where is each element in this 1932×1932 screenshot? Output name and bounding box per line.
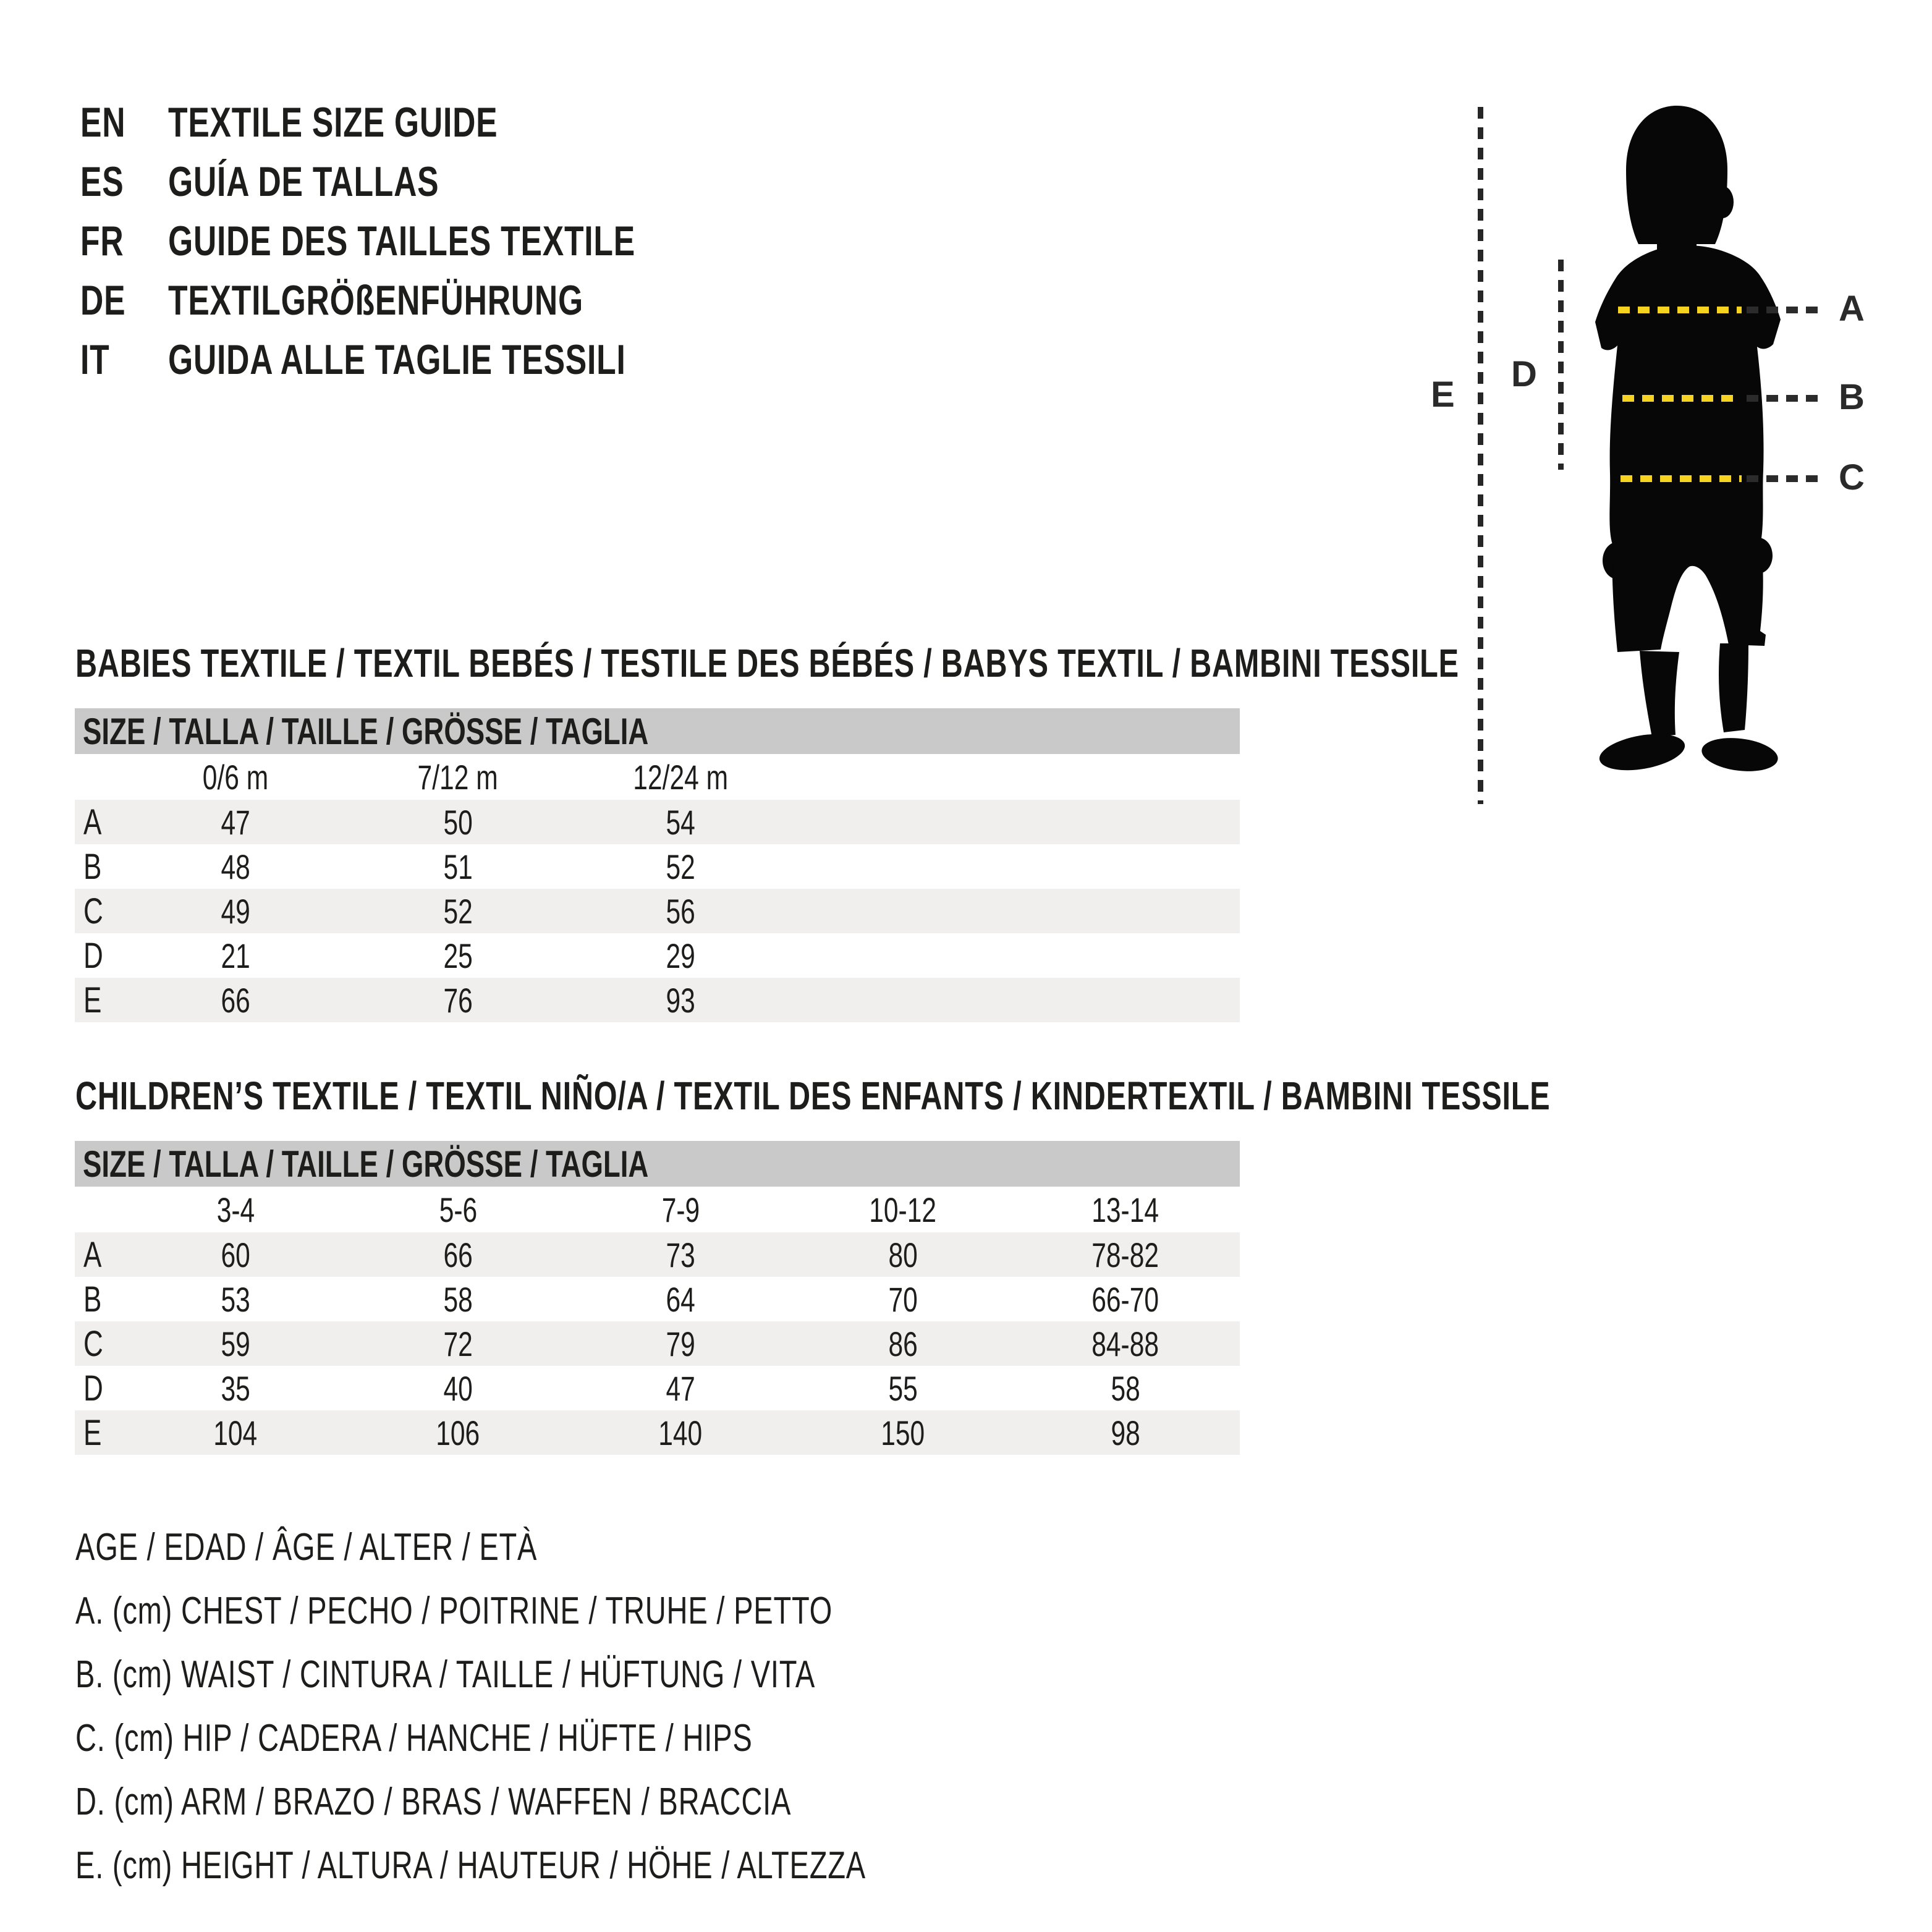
cell: 56 bbox=[666, 891, 695, 931]
row-label: D bbox=[83, 1368, 103, 1409]
language-code: ES bbox=[80, 158, 124, 205]
table-row-babies-D bbox=[75, 933, 1240, 978]
cell: 49 bbox=[221, 891, 250, 931]
cell: 48 bbox=[221, 847, 250, 886]
row-label: E bbox=[83, 980, 102, 1020]
children-col-7-9: 7-9 bbox=[661, 1190, 700, 1229]
row-label: A bbox=[83, 802, 102, 842]
height-measure-line-E bbox=[1478, 107, 1483, 804]
language-row-en bbox=[80, 93, 783, 152]
children-col-10-12: 10-12 bbox=[869, 1190, 937, 1229]
hip-line-dark bbox=[1747, 475, 1822, 482]
table-row-children-A bbox=[75, 1232, 1240, 1277]
cell: 59 bbox=[221, 1324, 250, 1363]
cell: 86 bbox=[888, 1324, 918, 1363]
babies-col-7-12m: 7/12 m bbox=[417, 757, 499, 797]
table-row-children-B bbox=[75, 1277, 1240, 1321]
cell: 70 bbox=[888, 1279, 918, 1319]
figure-label-d: D bbox=[1511, 354, 1537, 394]
language-code: EN bbox=[80, 99, 126, 146]
cell: 40 bbox=[443, 1368, 473, 1408]
row-label: E bbox=[83, 1412, 102, 1453]
table-row-babies-B bbox=[75, 844, 1240, 889]
cell: 21 bbox=[221, 936, 250, 975]
language-title-list bbox=[80, 93, 783, 389]
table-row-babies-C bbox=[75, 889, 1240, 933]
cell: 76 bbox=[443, 980, 473, 1020]
measurement-figure bbox=[1409, 87, 1932, 828]
cell: 47 bbox=[221, 802, 250, 842]
cell: 54 bbox=[666, 802, 695, 842]
cell: 93 bbox=[666, 980, 695, 1020]
cell: 51 bbox=[443, 847, 473, 886]
row-label: B bbox=[83, 846, 102, 887]
cell: 84-88 bbox=[1091, 1324, 1159, 1363]
children-column-header-row bbox=[75, 1187, 1240, 1232]
cell: 35 bbox=[221, 1368, 250, 1408]
babies-col-0-6m: 0/6 m bbox=[202, 757, 269, 797]
babies-section-title: BABIES TEXTILE / TEXTIL BEBÉS / TESTILE DES BÉBÉS / BABYS TEXTIL / BAMBINI TESSILE bbox=[75, 641, 1459, 685]
babies-size-table bbox=[75, 708, 1240, 1022]
row-label: A bbox=[83, 1234, 102, 1275]
babies-column-header-row bbox=[75, 754, 1240, 800]
language-row-fr bbox=[80, 211, 783, 271]
cell: 55 bbox=[888, 1368, 918, 1408]
table-row-children-C bbox=[75, 1321, 1240, 1366]
legend-height: E. (cm) HEIGHT / ALTURA / HAUTEUR / HÖHE / ALTEZZA bbox=[75, 1844, 866, 1887]
cell: 79 bbox=[666, 1324, 695, 1363]
cell: 50 bbox=[443, 802, 473, 842]
cell: 80 bbox=[888, 1235, 918, 1274]
cell: 52 bbox=[666, 847, 695, 886]
guide-title-it: GUIDA ALLE TAGLIE TESSILI bbox=[168, 336, 626, 383]
waist-line-yellow bbox=[1622, 395, 1737, 402]
cell: 47 bbox=[666, 1368, 695, 1408]
arm-measure-line-D bbox=[1558, 260, 1564, 470]
waist-line-dark bbox=[1747, 395, 1822, 402]
guide-title-fr: GUIDE DES TAILLES TEXTILE bbox=[168, 218, 635, 265]
babies-col-12-24m: 12/24 m bbox=[633, 757, 728, 797]
legend-arm: D. (cm) ARM / BRAZO / BRAS / WAFFEN / BRACCIA bbox=[75, 1781, 792, 1823]
language-row-it bbox=[80, 330, 783, 389]
table-row-children-E bbox=[75, 1410, 1240, 1455]
cell: 64 bbox=[666, 1279, 695, 1319]
cell: 66-70 bbox=[1091, 1279, 1159, 1319]
legend-hip: C. (cm) HIP / CADERA / HANCHE / HÜFTE / HIPS bbox=[75, 1717, 753, 1760]
language-code: DE bbox=[80, 277, 126, 324]
children-section-title: CHILDREN’S TEXTILE / TEXTIL NIÑO/A / TEXTIL DES ENFANTS / KINDERTEXTIL / BAMBINI TESSILE bbox=[75, 1074, 1551, 1118]
cell: 29 bbox=[666, 936, 695, 975]
cell: 52 bbox=[443, 891, 473, 931]
language-row-es bbox=[80, 152, 783, 211]
cell: 106 bbox=[436, 1413, 480, 1452]
cell: 53 bbox=[221, 1279, 250, 1319]
cell: 73 bbox=[666, 1235, 695, 1274]
legend-age: AGE / EDAD / ÂGE / ALTER / ETÀ bbox=[75, 1526, 538, 1569]
legend-chest: A. (cm) CHEST / PECHO / POITRINE / TRUHE / PETTO bbox=[75, 1590, 833, 1632]
children-col-3-4: 3-4 bbox=[216, 1190, 255, 1229]
children-col-5-6: 5-6 bbox=[439, 1190, 477, 1229]
cell: 25 bbox=[443, 936, 473, 975]
measurement-legend bbox=[75, 1515, 1116, 1897]
cell: 150 bbox=[881, 1413, 925, 1452]
cell: 66 bbox=[443, 1235, 473, 1274]
language-code: IT bbox=[80, 336, 110, 383]
guide-title-en: TEXTILE SIZE GUIDE bbox=[168, 99, 498, 146]
figure-label-e: E bbox=[1431, 375, 1455, 415]
figure-label-c: C bbox=[1839, 457, 1865, 498]
cell: 140 bbox=[658, 1413, 703, 1452]
cell: 78-82 bbox=[1091, 1235, 1159, 1274]
cell: 60 bbox=[221, 1235, 250, 1274]
cell: 98 bbox=[1111, 1413, 1140, 1452]
cell: 58 bbox=[1111, 1368, 1140, 1408]
cell: 72 bbox=[443, 1324, 473, 1363]
language-code: FR bbox=[80, 218, 124, 265]
chest-line-dark bbox=[1747, 307, 1822, 313]
cell: 66 bbox=[221, 980, 250, 1020]
legend-waist: B. (cm) WAIST / CINTURA / TAILLE / HÜFTUNG / VITA bbox=[75, 1653, 816, 1696]
table-row-children-D bbox=[75, 1366, 1240, 1410]
table-row-babies-A bbox=[75, 800, 1240, 844]
guide-title-es: GUÍA DE TALLAS bbox=[168, 158, 439, 205]
row-label: C bbox=[83, 891, 103, 931]
children-col-13-14: 13-14 bbox=[1091, 1190, 1159, 1229]
hip-line-yellow bbox=[1621, 475, 1742, 482]
row-label: D bbox=[83, 935, 103, 976]
row-label: B bbox=[83, 1279, 102, 1320]
cell: 58 bbox=[443, 1279, 473, 1319]
chest-line-yellow bbox=[1618, 307, 1742, 313]
children-size-table bbox=[75, 1141, 1240, 1455]
figure-label-b: B bbox=[1839, 377, 1865, 417]
guide-title-de: TEXTILGRÖßENFÜHRUNG bbox=[168, 277, 583, 324]
table-row-babies-E bbox=[75, 978, 1240, 1022]
cell: 104 bbox=[213, 1413, 258, 1452]
language-row-de bbox=[80, 271, 783, 330]
babies-size-header-bar: SIZE / TALLA / TAILLE / GRÖSSE / TAGLIA bbox=[75, 708, 1240, 754]
row-label: C bbox=[83, 1323, 103, 1364]
children-size-header-bar: SIZE / TALLA / TAILLE / GRÖSSE / TAGLIA bbox=[75, 1141, 1240, 1187]
figure-label-a: A bbox=[1839, 289, 1865, 329]
